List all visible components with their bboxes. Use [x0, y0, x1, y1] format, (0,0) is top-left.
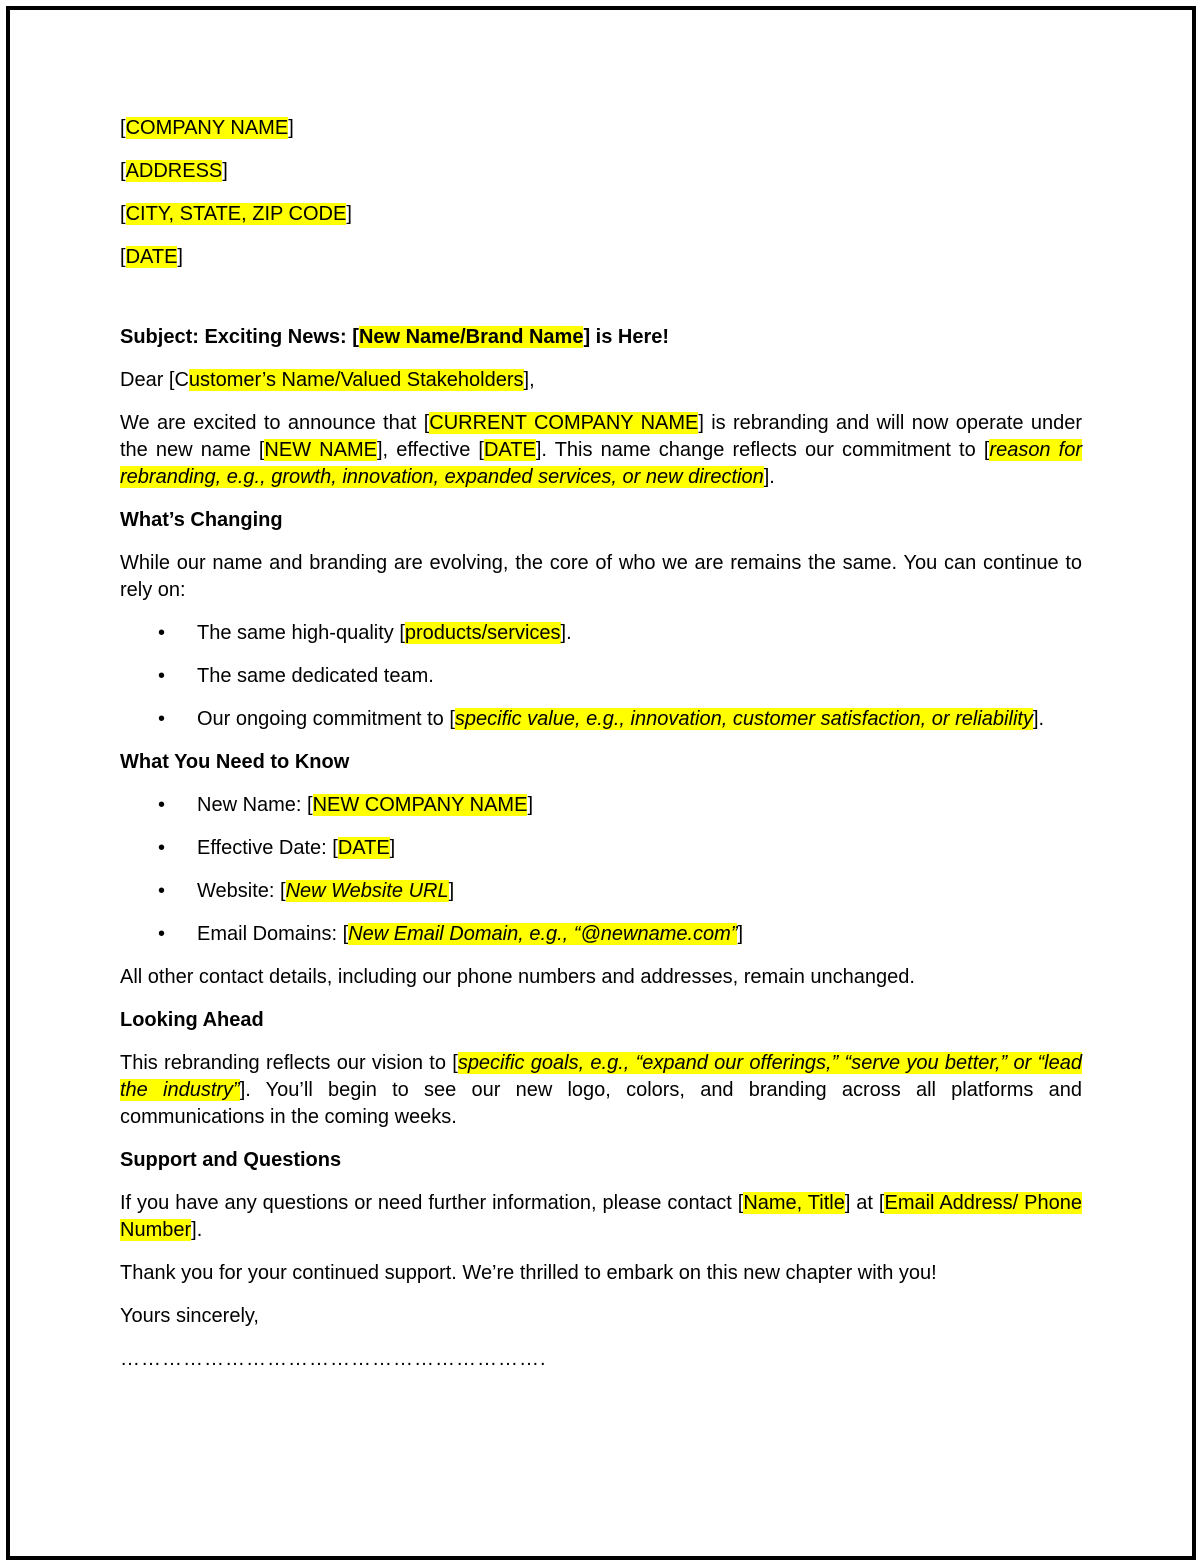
list-item-text: ] — [527, 794, 533, 816]
greeting — [120, 367, 1082, 394]
goals-placeholder: specific goals, e.g., “expand our offerings,” “serve you better,” or “lead the industry” — [120, 1052, 1082, 1101]
list-item — [120, 921, 1082, 948]
address-line: [ADDRESS] — [120, 160, 228, 182]
intro-text: ]. — [763, 466, 775, 488]
list-item-label: Effective Date: [ — [197, 837, 338, 859]
list-item-text: ] — [448, 880, 455, 902]
looking-ahead-heading: Looking Ahead — [120, 1009, 264, 1031]
greeting-suffix: ], — [523, 369, 535, 391]
address-placeholder: ADDRESS — [125, 160, 223, 182]
date-placeholder: DATE — [125, 246, 178, 268]
list-item-text: ] — [389, 837, 396, 859]
new-company-name-placeholder: NEW COMPANY NAME — [312, 794, 528, 816]
bullet-icon: • — [158, 708, 166, 730]
paragraph-text: ]. — [191, 1219, 203, 1241]
list-item — [120, 835, 1082, 862]
intro-text: ], effective [ — [376, 439, 484, 461]
what-you-need-to-know-heading: What You Need to Know — [120, 751, 350, 773]
need-to-know-bullet-list — [120, 792, 1082, 948]
email-domain-placeholder: New Email Domain, e.g., “@newname.com” — [348, 923, 738, 945]
paragraph-text: ] at [ — [844, 1192, 885, 1214]
website-url-placeholder: New Website URL — [285, 880, 449, 902]
looking-ahead-paragraph — [120, 1050, 1082, 1131]
list-item-text: ]. — [560, 622, 572, 644]
effective-date-placeholder: DATE — [337, 837, 390, 859]
intro-text: ]. This name change reflects our commitment to [ — [535, 439, 990, 461]
bullet-icon: • — [158, 794, 166, 816]
intro-text: We are excited to announce that [ — [120, 412, 430, 434]
list-item-text: ] — [737, 923, 744, 945]
date-line: [DATE] — [120, 246, 183, 268]
list-item-label: Email Domains: [ — [197, 923, 349, 945]
sender-address-block — [120, 115, 1082, 287]
bullet-icon: • — [158, 665, 166, 687]
support-paragraph — [120, 1190, 1082, 1244]
whats-changing-paragraph: While our name and branding are evolving, the core of who we are remains the same. You can continue to rely on: — [120, 552, 1082, 601]
support-heading: Support and Questions — [120, 1149, 342, 1171]
list-item — [120, 878, 1082, 905]
list-item — [120, 706, 1082, 733]
signoff: Yours sincerely, — [120, 1305, 259, 1327]
paragraph-text: This rebranding reflects our vision to [ — [120, 1052, 458, 1074]
bullet-icon: • — [158, 622, 166, 644]
reason-placeholder: reason for rebranding, e.g., growth, innovation, expanded services, or new direction — [120, 439, 1083, 488]
company-name-placeholder: COMPANY NAME — [125, 117, 289, 139]
changing-bullet-list — [120, 620, 1082, 733]
city-state-zip-line: [CITY, STATE, ZIP CODE] — [120, 203, 352, 225]
current-company-placeholder: CURRENT COMPANY NAME — [429, 412, 699, 434]
list-item-label: Website: [ — [197, 880, 286, 902]
list-item-label: New Name: [ — [197, 794, 313, 816]
subject-suffix: ] is Here! — [583, 326, 670, 348]
bullet-icon: • — [158, 837, 166, 859]
list-item-text: ]. — [1032, 708, 1045, 730]
effective-date-placeholder: DATE — [483, 439, 536, 461]
list-item — [120, 792, 1082, 819]
subject-line — [120, 324, 1082, 351]
name-title-placeholder: Name, Title — [743, 1192, 845, 1214]
paragraph-text: ]. You’ll begin to see our new logo, colors, and branding across all platforms and communications in the coming weeks. — [120, 1079, 1082, 1128]
list-item-text: Our ongoing commitment to [ — [197, 708, 455, 730]
contact-unchanged-paragraph: All other contact details, including our phone numbers and addresses, remain unchanged. — [120, 966, 915, 988]
bullet-icon: • — [158, 880, 166, 902]
company-name-line: [COMPANY NAME] — [120, 117, 294, 139]
bullet-icon: • — [158, 923, 166, 945]
new-name-placeholder: NEW NAME — [264, 439, 377, 461]
signature-line: ……………………………………………………. — [120, 1348, 547, 1370]
contact-placeholder: Email Address/ Phone Number — [120, 1192, 1082, 1241]
city-state-zip-placeholder: CITY, STATE, ZIP CODE — [125, 203, 347, 225]
list-item-text: The same high-quality [ — [197, 622, 405, 644]
thank-you-paragraph: Thank you for your continued support. We’re thrilled to embark on this new chapter with you! — [120, 1262, 937, 1284]
whats-changing-heading: What’s Changing — [120, 509, 283, 531]
document-page — [6, 6, 1196, 1560]
letter-body — [120, 115, 1082, 1373]
list-item — [120, 620, 1082, 647]
products-services-placeholder: products/services — [404, 622, 561, 644]
intro-text: ] is rebranding and will now operate under the new name [ — [120, 412, 1082, 461]
subject-brand-placeholder: New Name/Brand Name — [358, 326, 584, 348]
recipient-placeholder: ustomer’s Name/Valued Stakeholders — [188, 369, 524, 391]
greeting-prefix: Dear [C — [120, 369, 189, 391]
subject-prefix: Subject: Exciting News: [ — [120, 326, 359, 348]
list-item — [120, 663, 1082, 690]
specific-value-placeholder: specific value, e.g., innovation, customer satisfaction, or reliability — [454, 708, 1033, 730]
paragraph-text: If you have any questions or need further information, please contact [ — [120, 1192, 744, 1214]
list-item-text: The same dedicated team. — [197, 665, 434, 687]
intro-paragraph — [120, 410, 1082, 491]
